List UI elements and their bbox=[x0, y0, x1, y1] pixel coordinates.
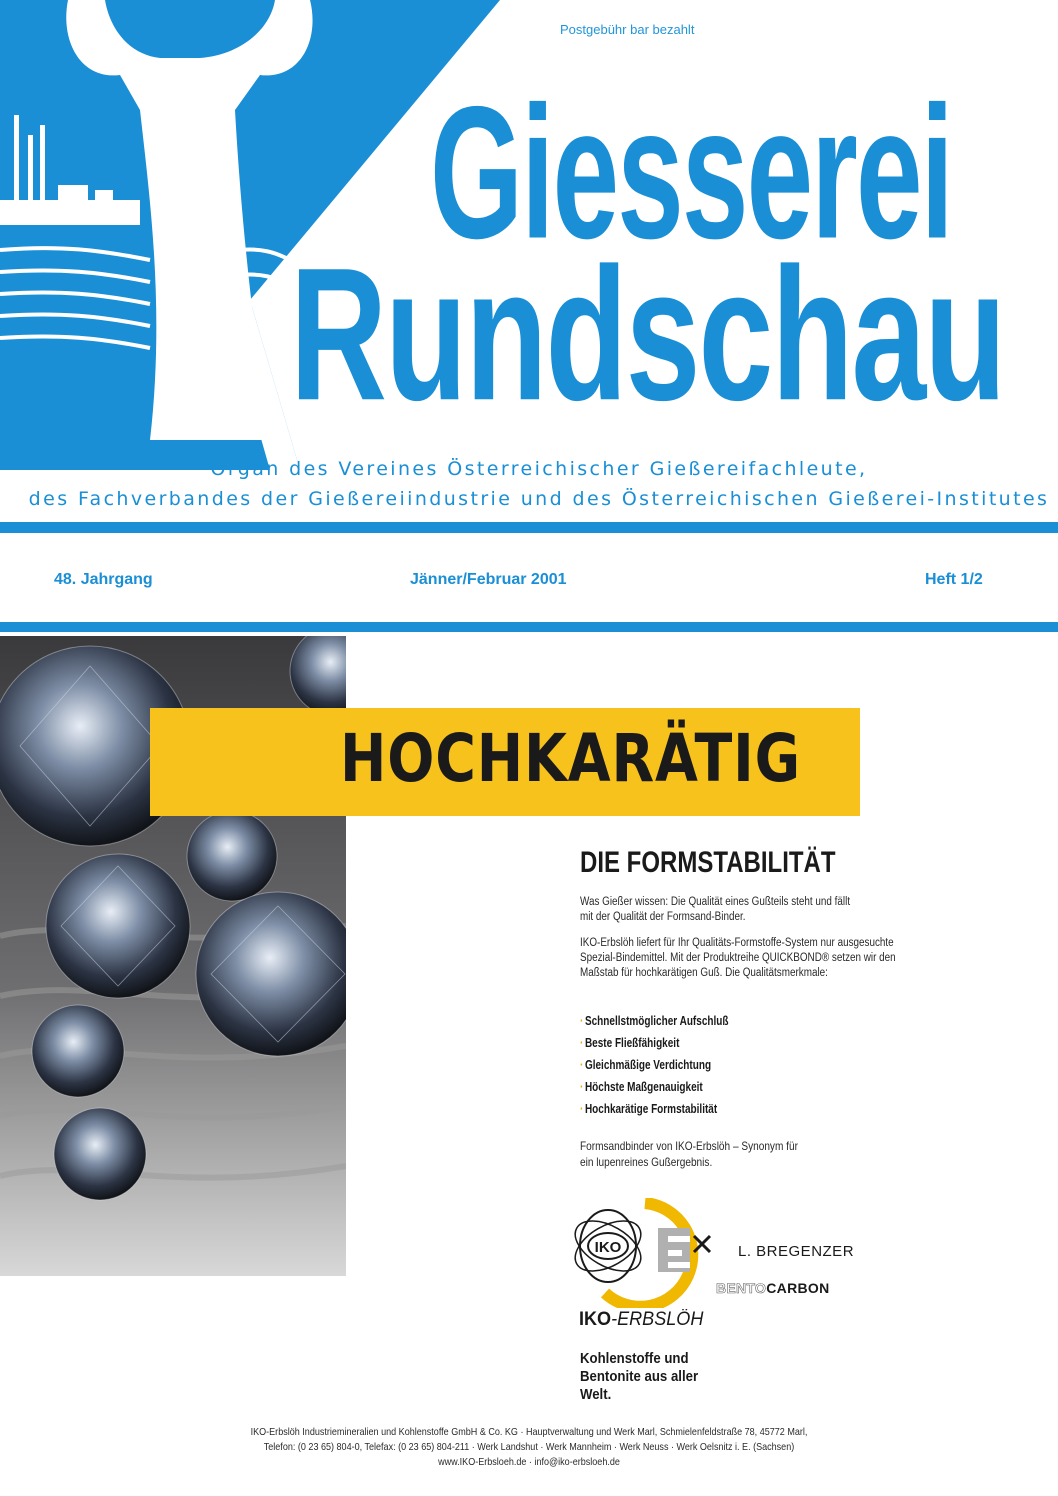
company-address: IKO-Erbslöh Industriemineralien und Kohlenstoffe GmbH & Co. KG · Hauptverwaltung und Werk Marl, Schmielenfeldstraße 78, 45772 Marl, bbox=[250, 1426, 808, 1438]
issue-number: Heft 1/2 bbox=[925, 571, 983, 588]
list-item: · Hochkarätige Formstabilität bbox=[580, 1098, 728, 1120]
quality-features-list bbox=[580, 1010, 728, 1120]
headline-banner bbox=[150, 708, 860, 816]
bentocarbon-light: BENTO bbox=[716, 1280, 767, 1296]
company-web: www.IKO-Erbsloeh.de · info@iko-erbsloeh.de bbox=[438, 1456, 620, 1468]
top-rule bbox=[0, 522, 1058, 533]
issue-info-row bbox=[0, 571, 1058, 595]
ad-slogan: Kohlenstoffe und Bentonite aus aller Welt. bbox=[580, 1350, 699, 1403]
postage-note: Postgebühr bar bezahlt bbox=[560, 22, 695, 37]
company-name-rest: -ERBSLÖH bbox=[611, 1309, 704, 1330]
ad-body-paragraph-1: Was Gießer wissen: Die Qualität eines Gußteils steht und fällt mit der Qualität der Formsand-Binder. bbox=[580, 896, 851, 923]
iko-erbsloeh-logo bbox=[570, 1198, 720, 1308]
magazine-title-line-2: Rundschau bbox=[290, 227, 1005, 440]
banner-text: HOCHKARÄTIG bbox=[340, 720, 801, 797]
magazine-title-line-1: Giesserei bbox=[430, 66, 953, 279]
bottom-rule bbox=[0, 622, 1058, 632]
company-contact: Telefon: (0 23 65) 804-0, Telefax: (0 23 65) 804-211 · Werk Landshut · Werk Mannheim · Werk Neuss · Werk Oelsnitz i. E. (Sachsen) bbox=[263, 1441, 795, 1453]
ad-body-paragraph-2: IKO-Erbslöh liefert für Ihr Qualitäts-Formstoffe-System nur ausgesuchte Spezial-Bindemittel. Mit der Produktreihe QUICKBOND® setzen wir den Maßstab für hochkarätigen Guß. Die Qualitätsmerkmale: bbox=[580, 937, 896, 979]
iko-badge-text: IKO bbox=[594, 1239, 622, 1256]
issue-volume: 48. Jahrgang bbox=[54, 571, 153, 588]
company-name bbox=[579, 1309, 703, 1331]
issue-date: Jänner/Februar 2001 bbox=[410, 571, 567, 588]
partner-bregenzer: L. BREGENZER bbox=[738, 1243, 855, 1260]
organ-line-1: Organ des Vereines Österreichischer Gießereifachleute, bbox=[210, 458, 868, 480]
list-item: · Beste Fließfähigkeit bbox=[580, 1032, 728, 1054]
ad-closing-text: Formsandbinder von IKO-Erbslöh – Synonym für ein lupenreines Gußergebnis. bbox=[580, 1139, 798, 1169]
list-item: · Höchste Maßgenauigkeit bbox=[580, 1076, 728, 1098]
partner-bentocarbon bbox=[716, 1280, 830, 1296]
ad-headline: DIE FORMSTABILITÄT bbox=[580, 846, 836, 879]
organ-line-2: des Fachverbandes der Gießereiindustrie und des Österreichischen Gießerei-Institutes bbox=[28, 488, 1050, 510]
bentocarbon-bold: CARBON bbox=[766, 1280, 830, 1296]
masthead bbox=[0, 0, 1058, 470]
company-name-bold: IKO bbox=[579, 1309, 612, 1330]
list-item: · Gleichmäßige Verdichtung bbox=[580, 1054, 728, 1076]
list-item: · Schnellstmöglicher Aufschluß bbox=[580, 1010, 728, 1032]
